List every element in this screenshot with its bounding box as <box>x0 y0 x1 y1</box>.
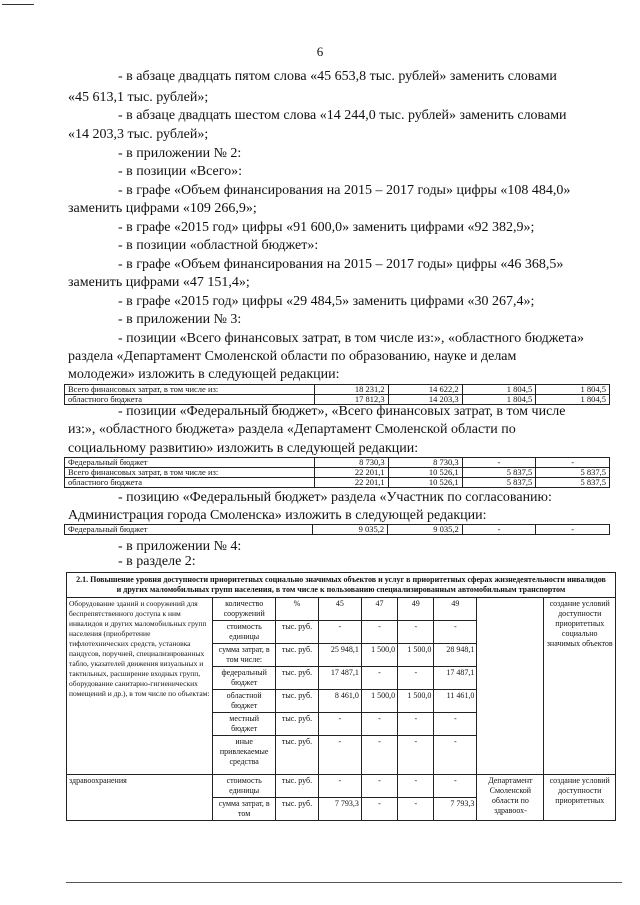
text-line: - в приложении № 4: <box>118 539 242 554</box>
text-line: - в абзаце двадцать шестом слова «14 244,0 тыс. рублей» заменить словами <box>118 108 567 123</box>
table-row: Оборудование зданий и сооружений для беспрепятственного доступа к ним инвалидов и других маломобильных групп населения (приобретение тифлотехнических средств, установка пандусов, поручней, специализированных табло, указателей движения визуальных и тактильных, расширение входных групп, оборудование санитарно-гигиенических помещений и др.), в том числе по объектам: количество сооружений % 45 47 49 49 создание условий доступности приоритетных социально значимых объектов <box>67 598 616 621</box>
text-line: «14 203,3 тыс. рублей»; <box>68 127 209 142</box>
table-row: сумма затрат, в том числе: тыс. руб. 25 948,1 1 500,0 1 500,0 28 948,1 <box>67 644 616 667</box>
text-line: - в позиции «областной бюджет»: <box>118 238 319 253</box>
table-3 <box>64 524 610 535</box>
text-line: - позиции «Всего финансовых затрат, в том числе из:», «областного бюджета» <box>118 331 584 346</box>
text-line: - в разделе 2: <box>118 554 196 569</box>
text-line: - в графе «Объем финансирования на 2015 – 2017 годы» цифры «108 484,0» <box>118 183 571 198</box>
text-line: - в графе «Объем финансирования на 2015 – 2017 годы» цифры «46 368,5» <box>118 257 564 272</box>
table-row: федеральный бюджет тыс. руб. 17 487,1 - - 17 487,1 <box>67 667 616 690</box>
text-line: заменить цифрами «109 266,9»; <box>68 201 257 216</box>
text-line: - в графе «2015 год» цифры «91 600,0» заменить цифрами «92 382,9»; <box>118 220 535 235</box>
table-row <box>67 573 616 598</box>
page-number: 6 <box>316 44 324 59</box>
text-line: социальному развитию» изложить в следующей редакции: <box>68 441 419 456</box>
table-row: Федеральный бюджет 9 035,2 9 035,2 - - <box>65 525 610 535</box>
page-bottom-edge <box>66 882 622 883</box>
table-row: Федеральный бюджет 8 730,3 8 730,3 - - <box>65 458 610 468</box>
text-line: - в приложении № 2: <box>118 146 242 161</box>
table-row: Всего финансовых затрат, в том числе из: 18 231,2 14 622,2 1 804,5 1 804,5 <box>65 385 610 395</box>
text-line: заменить цифрами «47 151,4»; <box>68 275 250 290</box>
table-row: сумма затрат, в том тыс. руб. 7 793,3 - - 7 793,3 <box>67 798 616 821</box>
text-line: - в приложении № 3: <box>118 312 242 327</box>
table-1 <box>64 384 610 405</box>
table-row: стоимость единицы тыс. руб. - - - - <box>67 621 616 644</box>
table-row: местный бюджет тыс. руб. - - - - <box>67 713 616 736</box>
scan-mark <box>2 4 34 5</box>
text-line: Администрация города Смоленска» изложить в следующей редакции: <box>68 508 487 523</box>
text-line: - в абзаце двадцать пятом слова «45 653,8 тыс. рублей» заменить словами <box>118 69 557 84</box>
table-header: 2.1. Повышение уровня доступности приоритетных социально значимых объектов и услуг в приоритетных сферах жизнедеятельности инвалидов и других маломобильных групп населения, в том числе к пользованию специализированным автомобильным транспортом <box>67 573 616 598</box>
text-line: - в позиции «Всего»: <box>118 164 242 179</box>
table-row: областной бюджет тыс. руб. 8 461,0 1 500,0 1 500,0 11 461,0 <box>67 690 616 713</box>
table-row: иные привлекаемые средства тыс. руб. - - - - <box>67 736 616 775</box>
table-row: областного бюджета 17 812,3 14 203,3 1 804,5 1 804,5 <box>65 395 610 405</box>
table-4 <box>66 572 616 821</box>
text-line: «45 613,1 тыс. рублей»; <box>68 90 209 105</box>
text-line: - позицию «Федеральный бюджет» раздела «Участник по согласованию: <box>118 490 552 505</box>
text-line: раздела «Департамент Смоленской области по образованию, науке и делам <box>68 349 517 364</box>
table-row: областного бюджета 22 201,1 10 526,1 5 837,5 5 837,5 <box>65 478 610 488</box>
text-line: молодежи» изложить в следующей редакции: <box>68 367 340 382</box>
text-line: - позиции «Федеральный бюджет», «Всего финансовых затрат, в том числе <box>118 404 566 419</box>
table-row: Всего финансовых затрат, в том числе из: 22 201,1 10 526,1 5 837,5 5 837,5 <box>65 468 610 478</box>
table-2 <box>64 457 610 488</box>
text-line: - в графе «2015 год» цифры «29 484,5» заменить цифрами «30 267,4»; <box>118 294 535 309</box>
text-line: из:», «областного бюджета» раздела «Департамент Смоленской области по <box>68 422 516 437</box>
table-row: здравоохранения стоимость единицы тыс. руб. - - - - Департамент Смоленской области по здравоох- создание условий доступности приоритетных <box>67 775 616 798</box>
